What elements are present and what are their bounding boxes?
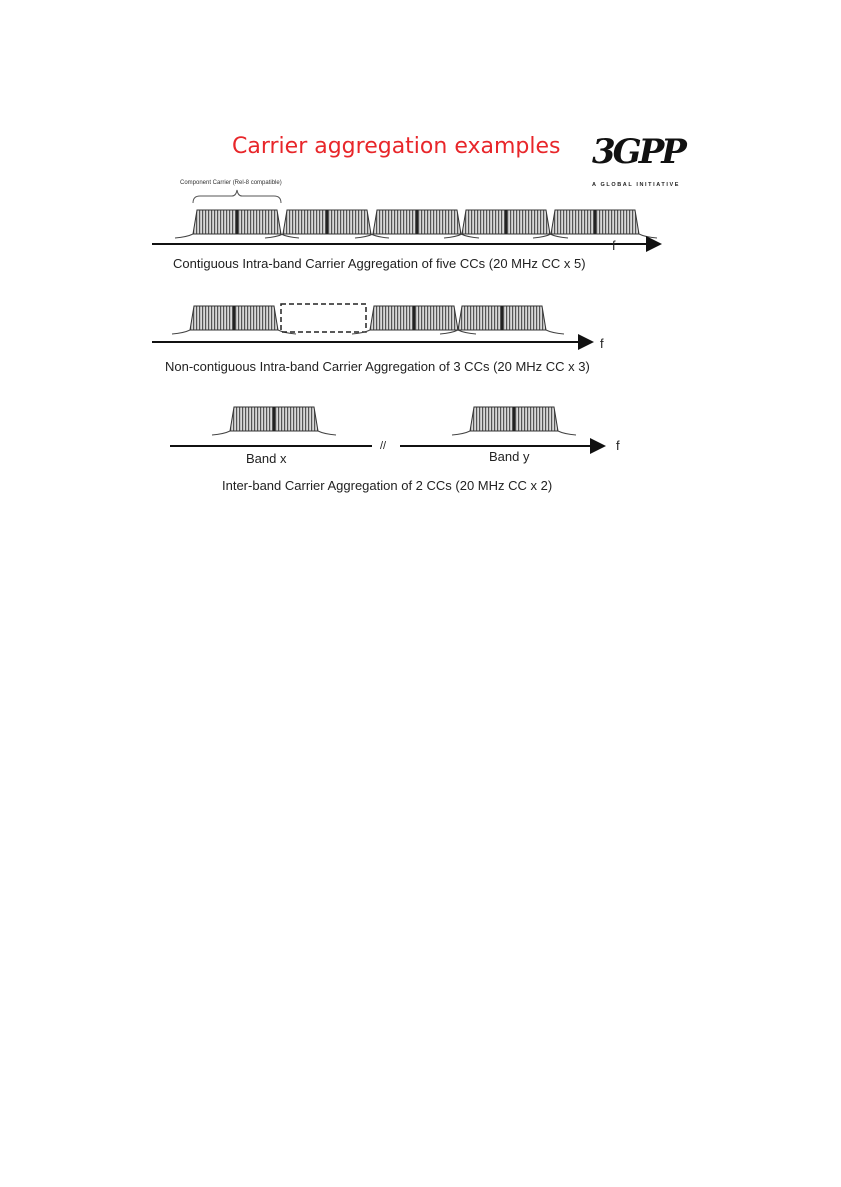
logo-mark: 3GPP <box>592 132 684 172</box>
non-contiguous-ccs <box>172 304 564 334</box>
band-x-label: Band x <box>246 451 287 466</box>
inter-band-ccs <box>212 407 576 435</box>
axis-label-f-1: f <box>612 238 616 253</box>
axis-label-f-3: f <box>616 438 620 453</box>
logo-tagline: A GLOBAL INITIATIVE <box>592 182 681 188</box>
cc-brace <box>193 190 281 203</box>
caption-inter-band: Inter-band Carrier Aggregation of 2 CCs (20 MHz CC x 2) <box>222 478 553 493</box>
axis-break: // <box>380 440 387 452</box>
caption-contiguous: Contiguous Intra-band Carrier Aggregation of five CCs (20 MHz CC x 5) <box>173 256 586 271</box>
band-y-label: Band y <box>489 449 530 464</box>
component-carrier-label: Component Carrier (Rel-8 compatible) <box>180 180 282 186</box>
caption-non-contiguous: Non-contiguous Intra-band Carrier Aggregation of 3 CCs (20 MHz CC x 3) <box>165 359 590 374</box>
contiguous-ccs <box>175 210 657 238</box>
empty-cc-slot <box>281 304 366 332</box>
axis-label-f-2: f <box>600 336 604 351</box>
page-title: Carrier aggregation examples <box>232 134 561 159</box>
